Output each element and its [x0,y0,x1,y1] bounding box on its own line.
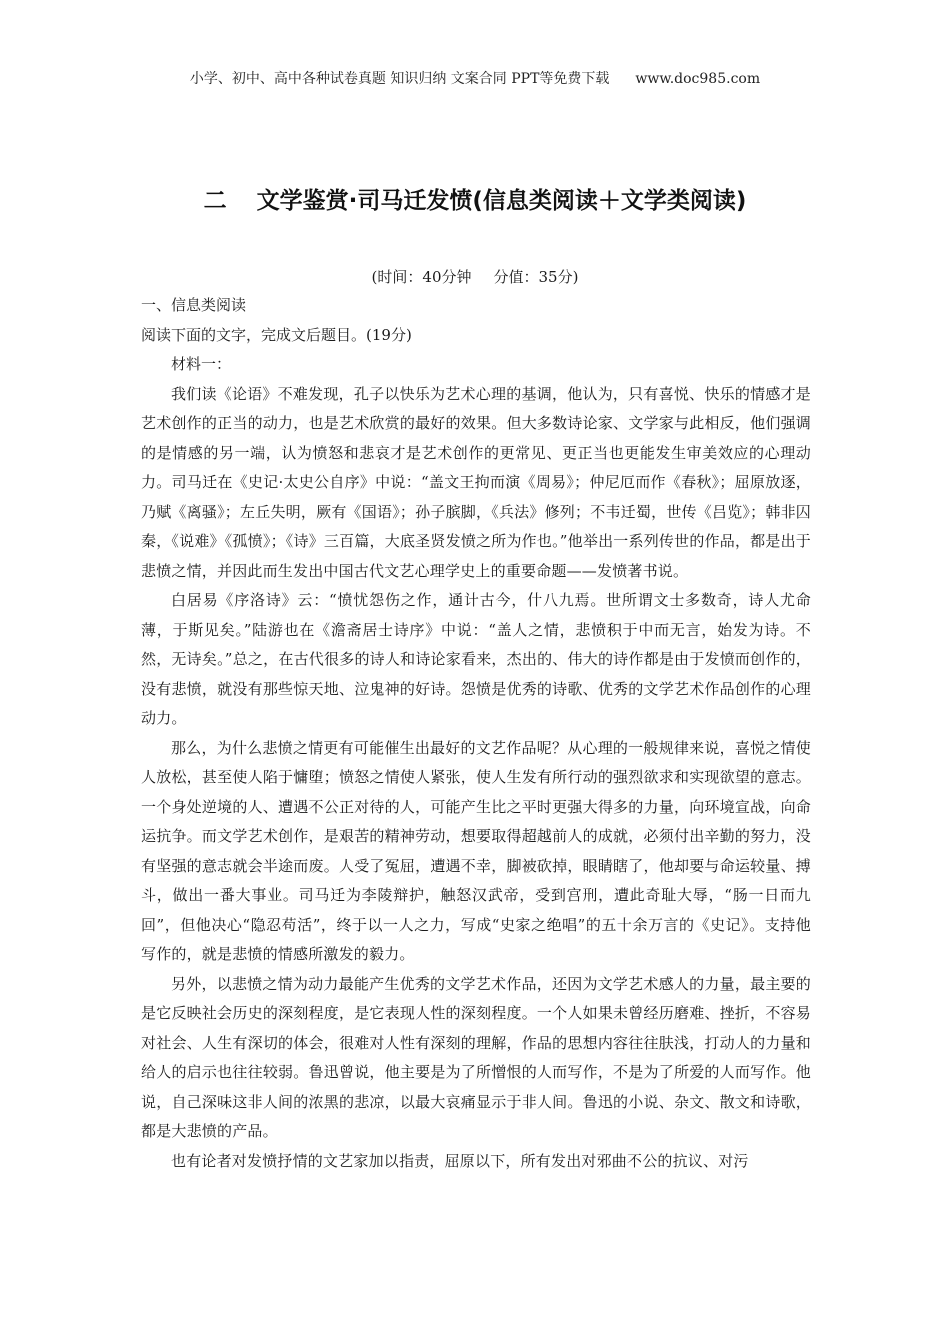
instruction: 阅读下面的文字，完成文后题目。(19分) [141,325,412,344]
paragraph: 那么，为什么悲愤之情更有可能催生出最好的文艺作品呢？从心理的一般规律来说，喜悦之情使人放松，甚至使人陷于慵堕；愤怒之情使人紧张，使人生发有所行动的强烈欲求和实现欲望的意志。一个身处逆境的人、遭遇不公正对待的人，可能产生比之平时更强大得多的力量，向环境宣战，向命运抗争。而文学艺术创作，是艰苦的精神劳动，想要取得超越前人的成就，必须付出辛勤的努力，没有坚强的意志就会半途而废。人受了冤屈，遭遇不幸，脚被砍掉，眼睛瞎了，他却要与命运较量、搏斗，做出一番大事业。司马迁为李陵辩护，触怒汉武帝，受到宫刑，遭此奇耻大辱，“肠一日而九回”，但他决心“隐忍苟活”，终于以一人之力，写成“史家之绝唱”的五十余万言的《史记》。支持他写作的，就是悲愤的情感所激发的毅力。 [141,738,811,963]
paragraph: 我们读《论语》不难发现，孔子以快乐为艺术心理的基调，他认为，只有喜悦、快乐的情感才是艺术创作的正当的动力，也是艺术欣赏的最好的效果。但大多数诗论家、文学家与此相反，他们强调的是情感的另一端，认为愤怒和悲哀才是艺术创作的更常见、更正当也更能发生审美效应的心理动力。司马迁在《史记·太史公自序》中说：“盖文王拘而演《周易》；仲尼厄而作《春秋》；屈原放逐，乃赋《离骚》；左丘失明，厥有《国语》；孙子膑脚，《兵法》修列；不韦迁蜀，世传《吕览》；韩非囚秦，《说难》《孤愤》；《诗》三百篇，大底圣贤发愤之所为作也。”他举出一系列传世的作品，都是出于悲愤之情，并因此而生发出中国古代文艺心理学史上的重要命题——发愤著书说。 [141,384,811,580]
score-total: 分值：35分) [493,268,579,286]
time-limit: (时间：40分钟 [371,268,472,286]
paragraph: 另外，以悲愤之情为动力最能产生优秀的文学艺术作品，还因为文学艺术感人的力量，最主要的是它反映社会历史的深刻程度，是它表现人性的深刻程度。一个人如果未曾经历磨难、挫折，不容易对社会、人生有深切的体会，很难对人性有深刻的理解，作品的思想内容往往肤浅，打动人的力量和给人的启示也往往较弱。鲁迅曾说，他主要是为了所憎恨的人而写作，不是为了所爱的人而写作。他说，自己深味这非人间的浓黑的悲凉，以最大哀痛显示于非人间。鲁迅的小说、杂文、散文和诗歌，都是大悲愤的产品。 [141,974,811,1140]
time-score-info [0,266,950,287]
document-body [141,291,811,1176]
page-title [0,182,950,215]
header-text: 小学、初中、高中各种试卷真题 知识归纳 文案合同 PPT等免费下载 [189,71,610,87]
header-site: www.doc985.com [635,71,761,87]
title-number: 二 [203,188,227,214]
material-label: 材料一： [171,355,232,373]
paragraph: 白居易《序洛诗》云：“愤忧怨伤之作，通计古今，什八九焉。世所谓文士多数奇，诗人尤命薄，于斯见矣。”陆游也在《澹斋居士诗序》中说：“盖人之情，悲愤积于中而无言，始发为诗。不然，无诗矣。”总之，在古代很多的诗人和诗论家看来，杰出的、伟大的诗作都是由于发愤而创作的，没有悲愤，就没有那些惊天地、泣鬼神的好诗。怨愤是优秀的诗歌、优秀的文学艺术作品创作的心理动力。 [141,591,811,727]
page-header [0,68,950,88]
title-text: 文学鉴赏·司马迁发愤(信息类阅读＋文学类阅读) [256,188,747,214]
section-heading: 一、信息类阅读 [141,296,247,314]
paragraph: 也有论者对发愤抒情的文艺家加以指责，屈原以下，所有发出对邪曲不公的抗议、对污 [171,1151,749,1170]
